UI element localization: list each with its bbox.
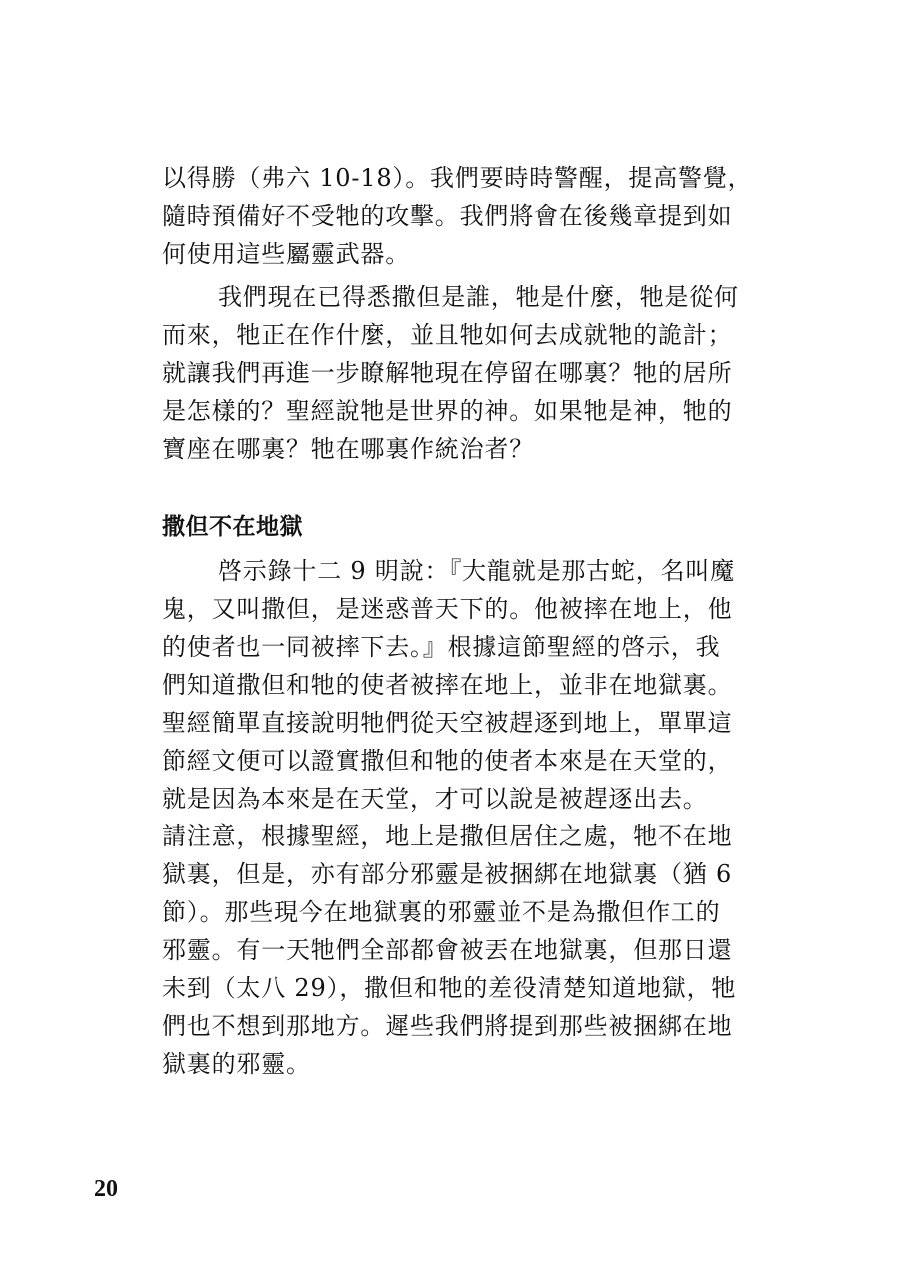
paragraph-line: 獄裏，但是，亦有部分邪靈是被捆綁在地獄裏（猶 6	[162, 860, 733, 888]
paragraph-line: 聖經簡單直接說明牠們從天空被趕逐到地上，單單這	[162, 709, 733, 737]
page-number: 20	[94, 1176, 118, 1202]
paragraph-line: 節）。那些現今在地獄裏的邪靈並不是為撒但作工的	[162, 898, 721, 926]
paragraph-line: 就是因為本來是在天堂，才可以說是被趕逐出去。	[162, 785, 708, 813]
paragraph-line: 請注意，根據聖經，地上是撒但居住之處，牠不在地	[162, 822, 733, 850]
paragraph-line: 是怎樣的？聖經說牠是世界的神。如果牠是神，牠的	[162, 397, 733, 425]
section-heading: 撒但不在地獄	[162, 514, 303, 540]
paragraph-line: 的使者也一同被摔下去。』根據這節聖經的啓示，我	[162, 633, 721, 661]
paragraph-line: 邪靈。有一天牠們全部都會被丟在地獄裏，但那日還	[162, 936, 733, 964]
paragraph-line: 啓示錄十二 9 明說：『大龍就是那古蛇，名叫魔	[218, 557, 735, 585]
paragraph-line: 獄裏的邪靈。	[162, 1050, 311, 1078]
paragraph-line: 以得勝（弗六 10-18）。我們要時時警醒，提高警覺，	[162, 164, 753, 192]
paragraph-line: 節經文便可以證實撒但和牠的使者本來是在天堂的，	[162, 747, 733, 775]
paragraph-line: 們知道撒但和牠的使者被摔在地上，並非在地獄裏。	[162, 671, 733, 699]
paragraph-line: 寶座在哪裏？牠在哪裏作統治者？	[162, 435, 534, 463]
paragraph-line: 而來，牠正在作什麼，並且牠如何去成就牠的詭計；	[162, 321, 733, 349]
paragraph-line: 未到（太八 29），撒但和牠的差役清楚知道地獄，牠	[162, 974, 737, 1002]
paragraph-line: 我們現在已得悉撒但是誰，牠是什麼，牠是從何	[218, 283, 739, 311]
paragraph-line: 隨時預備好不受牠的攻擊。我們將會在後幾章提到如	[162, 202, 733, 230]
paragraph-line: 們也不想到那地方。遲些我們將提到那些被捆綁在地	[162, 1012, 733, 1040]
paragraph-line: 何使用這些屬靈武器。	[162, 240, 410, 268]
paragraph-line: 鬼，又叫撒但，是迷惑普天下的。他被摔在地上，他	[162, 595, 733, 623]
paragraph-line: 就讓我們再進一步瞭解牠現在停留在哪裏？牠的居所	[162, 359, 733, 387]
